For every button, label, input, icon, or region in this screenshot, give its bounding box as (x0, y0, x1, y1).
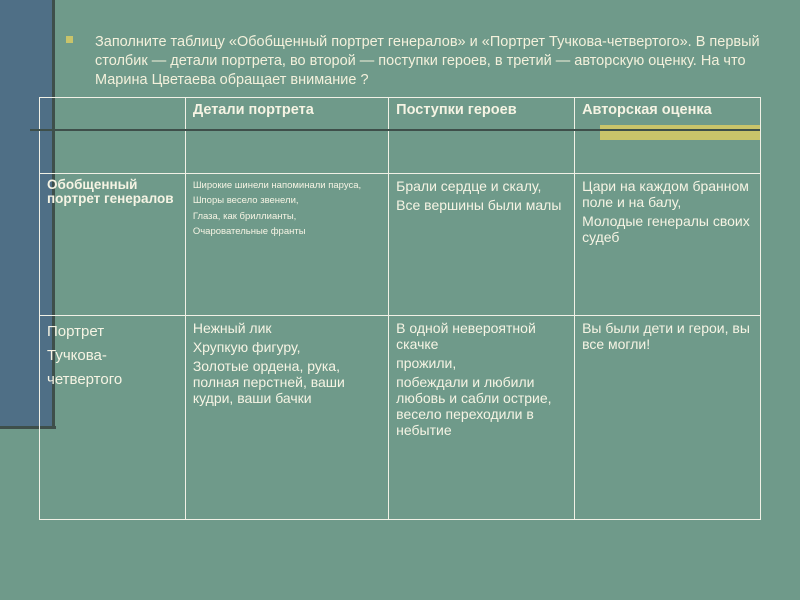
list-item: Все вершины были малы (396, 197, 562, 213)
header-hero-deeds: Поступки героев (389, 98, 575, 174)
row-label-generals: Обобщенный портрет генералов (40, 174, 186, 316)
list-item: прожили, (396, 355, 457, 371)
list-item: Очаровательные франты (192, 225, 306, 237)
list-item: Вы были дети и герои, вы все могли! (582, 320, 750, 352)
header-portrait-details: Детали портрета (185, 98, 388, 174)
table-row (40, 316, 761, 520)
list-item: Брали сердце и скалу, (396, 178, 542, 194)
row-label-line: Портрет (47, 323, 105, 340)
tuchkov-details-cell (185, 316, 388, 520)
bullet-icon (66, 36, 73, 43)
list-item: Золотые ордена, рука, полная перстней, ваши кудри, ваши бачки (192, 358, 345, 406)
list-item: В одной невероятной скачке (396, 320, 536, 352)
row-label-line: Тучкова- (47, 347, 107, 364)
list-item: побеждали и любили любовь и сабли острие, весело переходили в небытие (396, 374, 552, 438)
generals-deeds-cell (389, 174, 575, 316)
list-item: Цари на каждом бранном поле и на балу, (582, 178, 749, 210)
row-label-line: четвертого (47, 371, 123, 388)
tuchkov-evaluation-cell (575, 316, 761, 520)
list-item: Хрупкую фигуру, (192, 339, 301, 355)
header-row (40, 98, 761, 174)
list-item: Шпоры весело звенели, (192, 195, 299, 207)
row-label-tuchkov (40, 316, 186, 520)
header-author-evaluation: Авторская оценка (575, 98, 761, 174)
header-empty-cell (40, 98, 186, 174)
table-row (40, 174, 761, 316)
task-intro-text: Заполните таблицу «Обобщенный портрет генералов» и «Портрет Тучкова-четвертого». В первый столбик — детали портрета, во второй — поступки героев, в третий — авторскую оценку. На что Марина Цветаева обращает внимание ? (95, 34, 760, 88)
list-item: Широкие шинели напоминали паруса, (192, 180, 362, 191)
list-item: Глаза, как бриллианты, (192, 210, 297, 222)
accent-divider-line (30, 129, 760, 131)
generals-evaluation-cell (575, 174, 761, 316)
generals-details-cell (185, 174, 388, 316)
tuchkov-deeds-cell (389, 316, 575, 520)
list-item: Молодые генералы своих судеб (582, 213, 750, 245)
list-item: Нежный лик (192, 320, 272, 336)
portrait-table (39, 97, 761, 520)
